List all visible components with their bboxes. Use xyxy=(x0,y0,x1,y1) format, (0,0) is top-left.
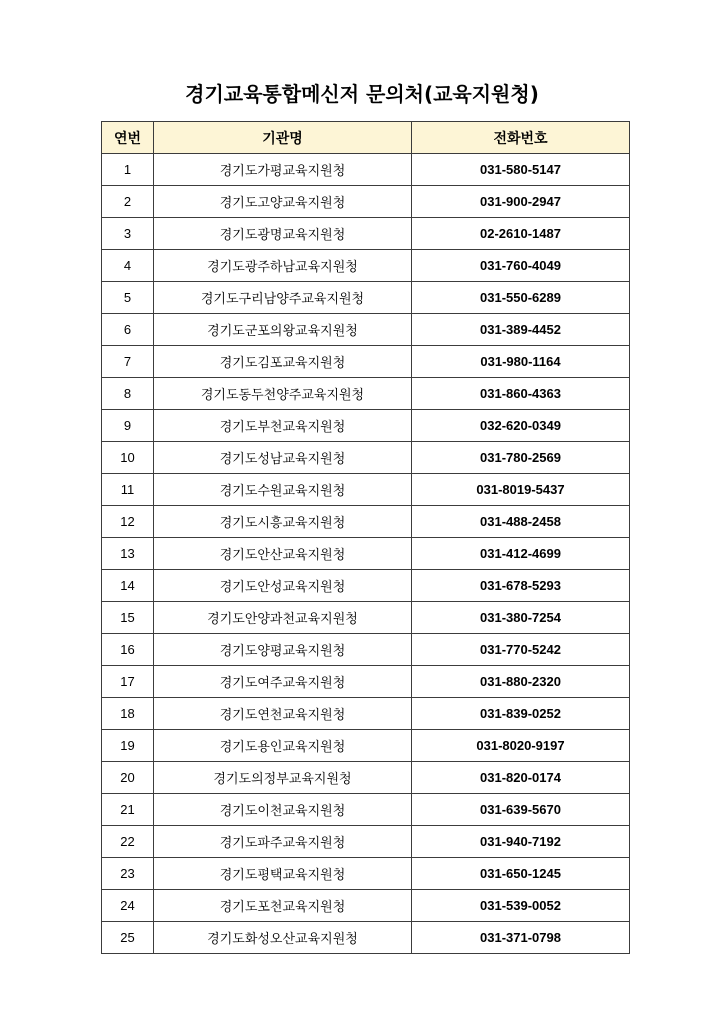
cell-org: 경기도화성오산교육지원청 xyxy=(154,922,412,954)
cell-org: 경기도용인교육지원청 xyxy=(154,730,412,762)
cell-num: 20 xyxy=(102,762,154,794)
cell-org: 경기도양평교육지원청 xyxy=(154,634,412,666)
cell-tel: 031-380-7254 xyxy=(412,602,630,634)
cell-org: 경기도수원교육지원청 xyxy=(154,474,412,506)
cell-num: 19 xyxy=(102,730,154,762)
cell-tel: 031-539-0052 xyxy=(412,890,630,922)
cell-num: 7 xyxy=(102,346,154,378)
cell-tel: 031-650-1245 xyxy=(412,858,630,890)
cell-num: 12 xyxy=(102,506,154,538)
cell-tel: 031-678-5293 xyxy=(412,570,630,602)
table-row xyxy=(102,666,630,698)
table-row xyxy=(102,378,630,410)
cell-tel: 031-900-2947 xyxy=(412,186,630,218)
cell-tel: 031-880-2320 xyxy=(412,666,630,698)
cell-num: 9 xyxy=(102,410,154,442)
table-row xyxy=(102,186,630,218)
cell-org: 경기도의정부교육지원청 xyxy=(154,762,412,794)
cell-tel: 031-389-4452 xyxy=(412,314,630,346)
cell-org: 경기도가평교육지원청 xyxy=(154,154,412,186)
table-row xyxy=(102,858,630,890)
cell-tel: 031-820-0174 xyxy=(412,762,630,794)
cell-org: 경기도연천교육지원청 xyxy=(154,698,412,730)
cell-org: 경기도광주하남교육지원청 xyxy=(154,250,412,282)
cell-tel: 031-371-0798 xyxy=(412,922,630,954)
cell-tel: 031-8020-9197 xyxy=(412,730,630,762)
cell-org: 경기도안산교육지원청 xyxy=(154,538,412,570)
cell-num: 22 xyxy=(102,826,154,858)
cell-tel: 031-980-1164 xyxy=(412,346,630,378)
cell-tel: 031-839-0252 xyxy=(412,698,630,730)
table-header xyxy=(102,122,630,154)
table-row xyxy=(102,154,630,186)
cell-num: 15 xyxy=(102,602,154,634)
table-row xyxy=(102,474,630,506)
cell-num: 10 xyxy=(102,442,154,474)
cell-org: 경기도성남교육지원청 xyxy=(154,442,412,474)
cell-tel: 02-2610-1487 xyxy=(412,218,630,250)
table-row xyxy=(102,634,630,666)
table-row xyxy=(102,538,630,570)
cell-num: 18 xyxy=(102,698,154,730)
page-title: 경기교육통합메신저 문의처(교육지원청) xyxy=(185,82,539,106)
cell-org: 경기도고양교육지원청 xyxy=(154,186,412,218)
cell-tel: 031-780-2569 xyxy=(412,442,630,474)
cell-tel: 031-8019-5437 xyxy=(412,474,630,506)
table-row xyxy=(102,698,630,730)
cell-org: 경기도김포교육지원청 xyxy=(154,346,412,378)
cell-tel: 031-488-2458 xyxy=(412,506,630,538)
cell-tel: 032-620-0349 xyxy=(412,410,630,442)
table-row xyxy=(102,250,630,282)
cell-num: 3 xyxy=(102,218,154,250)
cell-tel: 031-940-7192 xyxy=(412,826,630,858)
cell-org: 경기도구리남양주교육지원청 xyxy=(154,282,412,314)
table-row xyxy=(102,282,630,314)
cell-tel: 031-412-4699 xyxy=(412,538,630,570)
table-row xyxy=(102,570,630,602)
table-row xyxy=(102,730,630,762)
cell-org: 경기도시흥교육지원청 xyxy=(154,506,412,538)
header-row xyxy=(102,122,630,154)
table-row xyxy=(102,794,630,826)
table-row xyxy=(102,346,630,378)
cell-num: 13 xyxy=(102,538,154,570)
cell-num: 5 xyxy=(102,282,154,314)
cell-num: 4 xyxy=(102,250,154,282)
cell-num: 16 xyxy=(102,634,154,666)
cell-org: 경기도부천교육지원청 xyxy=(154,410,412,442)
cell-num: 8 xyxy=(102,378,154,410)
cell-num: 2 xyxy=(102,186,154,218)
cell-org: 경기도포천교육지원청 xyxy=(154,890,412,922)
table-row xyxy=(102,890,630,922)
cell-num: 14 xyxy=(102,570,154,602)
cell-tel: 031-770-5242 xyxy=(412,634,630,666)
cell-num: 24 xyxy=(102,890,154,922)
cell-num: 23 xyxy=(102,858,154,890)
cell-org: 경기도군포의왕교육지원청 xyxy=(154,314,412,346)
cell-num: 21 xyxy=(102,794,154,826)
table-row xyxy=(102,506,630,538)
cell-org: 경기도동두천양주교육지원청 xyxy=(154,378,412,410)
table-row xyxy=(102,442,630,474)
cell-tel: 031-639-5670 xyxy=(412,794,630,826)
header-num: 연번 xyxy=(102,122,154,154)
header-tel: 전화번호 xyxy=(412,122,630,154)
cell-num: 25 xyxy=(102,922,154,954)
cell-num: 6 xyxy=(102,314,154,346)
cell-tel: 031-860-4363 xyxy=(412,378,630,410)
cell-org: 경기도이천교육지원청 xyxy=(154,794,412,826)
cell-org: 경기도평택교육지원청 xyxy=(154,858,412,890)
table-row xyxy=(102,602,630,634)
cell-org: 경기도안양과천교육지원청 xyxy=(154,602,412,634)
cell-num: 1 xyxy=(102,154,154,186)
contact-table xyxy=(101,121,630,954)
table-row xyxy=(102,762,630,794)
table-row xyxy=(102,314,630,346)
cell-org: 경기도안성교육지원청 xyxy=(154,570,412,602)
cell-org: 경기도광명교육지원청 xyxy=(154,218,412,250)
header-org: 기관명 xyxy=(154,122,412,154)
table-row xyxy=(102,922,630,954)
cell-org: 경기도파주교육지원청 xyxy=(154,826,412,858)
table-body xyxy=(102,154,630,954)
cell-tel: 031-580-5147 xyxy=(412,154,630,186)
table-row xyxy=(102,218,630,250)
cell-tel: 031-550-6289 xyxy=(412,282,630,314)
cell-org: 경기도여주교육지원청 xyxy=(154,666,412,698)
cell-num: 11 xyxy=(102,474,154,506)
table-row xyxy=(102,826,630,858)
cell-tel: 031-760-4049 xyxy=(412,250,630,282)
cell-num: 17 xyxy=(102,666,154,698)
table-row xyxy=(102,410,630,442)
